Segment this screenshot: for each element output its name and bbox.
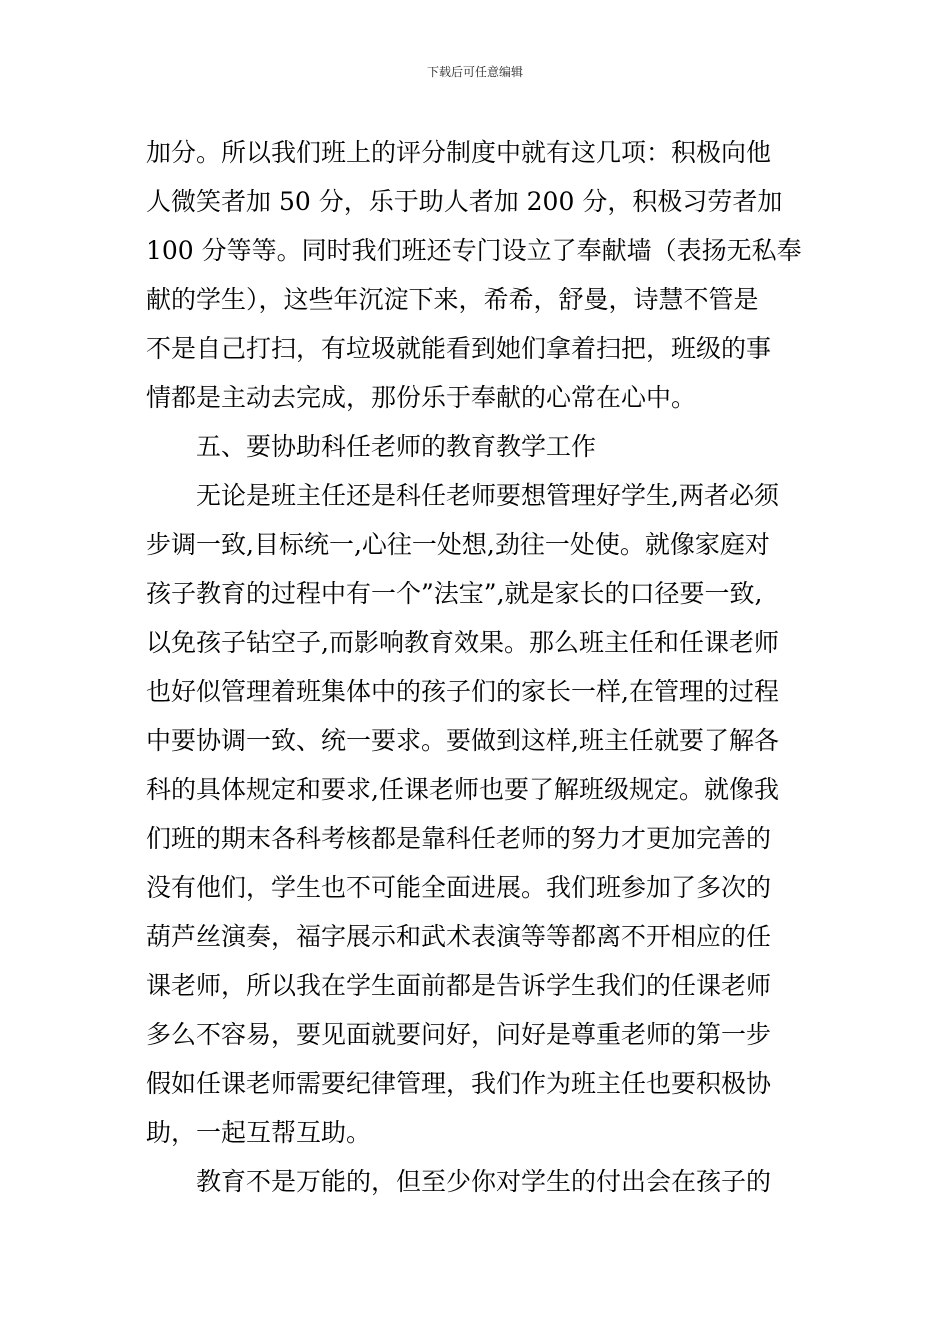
text-line: 科的具体规定和要求,任课老师也要了解班级规定。就像我 [146,775,779,804]
text-line: 葫芦丝演奏，福字展示和武术表演等等都离不开相应的任 [146,922,772,951]
text-line: 无论是班主任还是科任老师要想管理好学生,两者必须 [146,481,779,510]
text-line: 们班的期末各科考核都是靠科任老师的努力才更加完善的 [146,824,772,853]
text-line: 助，一起互帮互助。 [146,1118,372,1147]
page-header: 下载后可任意编辑 [426,65,523,79]
text-line: 教育不是万能的，但至少你对学生的付出会在孩子的 [146,1167,772,1196]
text-line: 课老师，所以我在学生面前都是告诉学生我们的任课老师 [146,971,772,1000]
text-line: 没有他们，学生也不可能全面进展。我们班参加了多次的 [146,873,772,902]
text-line: 情都是主动去完成，那份乐于奉献的心常在心中。 [146,383,697,412]
text-line: 不是自己打扫，有垃圾就能看到她们拿着扫把，班级的事 [146,334,772,363]
text-line: 假如任课老师需要纪律管理，我们作为班主任也要积极协 [146,1069,772,1098]
text-line: 多么不容易，要见面就要问好，问好是尊重老师的第一步 [146,1020,772,1049]
text-line: 孩子教育的过程中有一个”法宝”,就是家长的口径要一致, [146,579,763,608]
text-line: 加分。所以我们班上的评分制度中就有这几项：积极向他 [146,138,772,167]
text-line: 100 分等等。同时我们班还专门设立了奉献墙（表扬无私奉 [146,236,802,265]
section-heading: 五、要协助科任老师的教育教学工作 [146,432,597,461]
text-line: 人微笑者加 50 分，乐于助人者加 200 分，积极习劳者加 [146,187,783,216]
text-line: 步调一致,目标统一,心往一处想,劲往一处使。就像家庭对 [146,530,770,559]
text-line: 也好似管理着班集体中的孩子们的家长一样,在管理的过程 [146,677,779,706]
text-line: 献的学生），这些年沉淀下来，希希，舒曼，诗慧不管是 [146,285,759,314]
body-text [146,128,810,1206]
text-line: 以免孩子钻空子,而影响教育效果。那么班主任和任课老师 [146,628,779,657]
text-line: 中要协调一致、统一要求。要做到这样,班主任就要了解各 [146,726,779,755]
